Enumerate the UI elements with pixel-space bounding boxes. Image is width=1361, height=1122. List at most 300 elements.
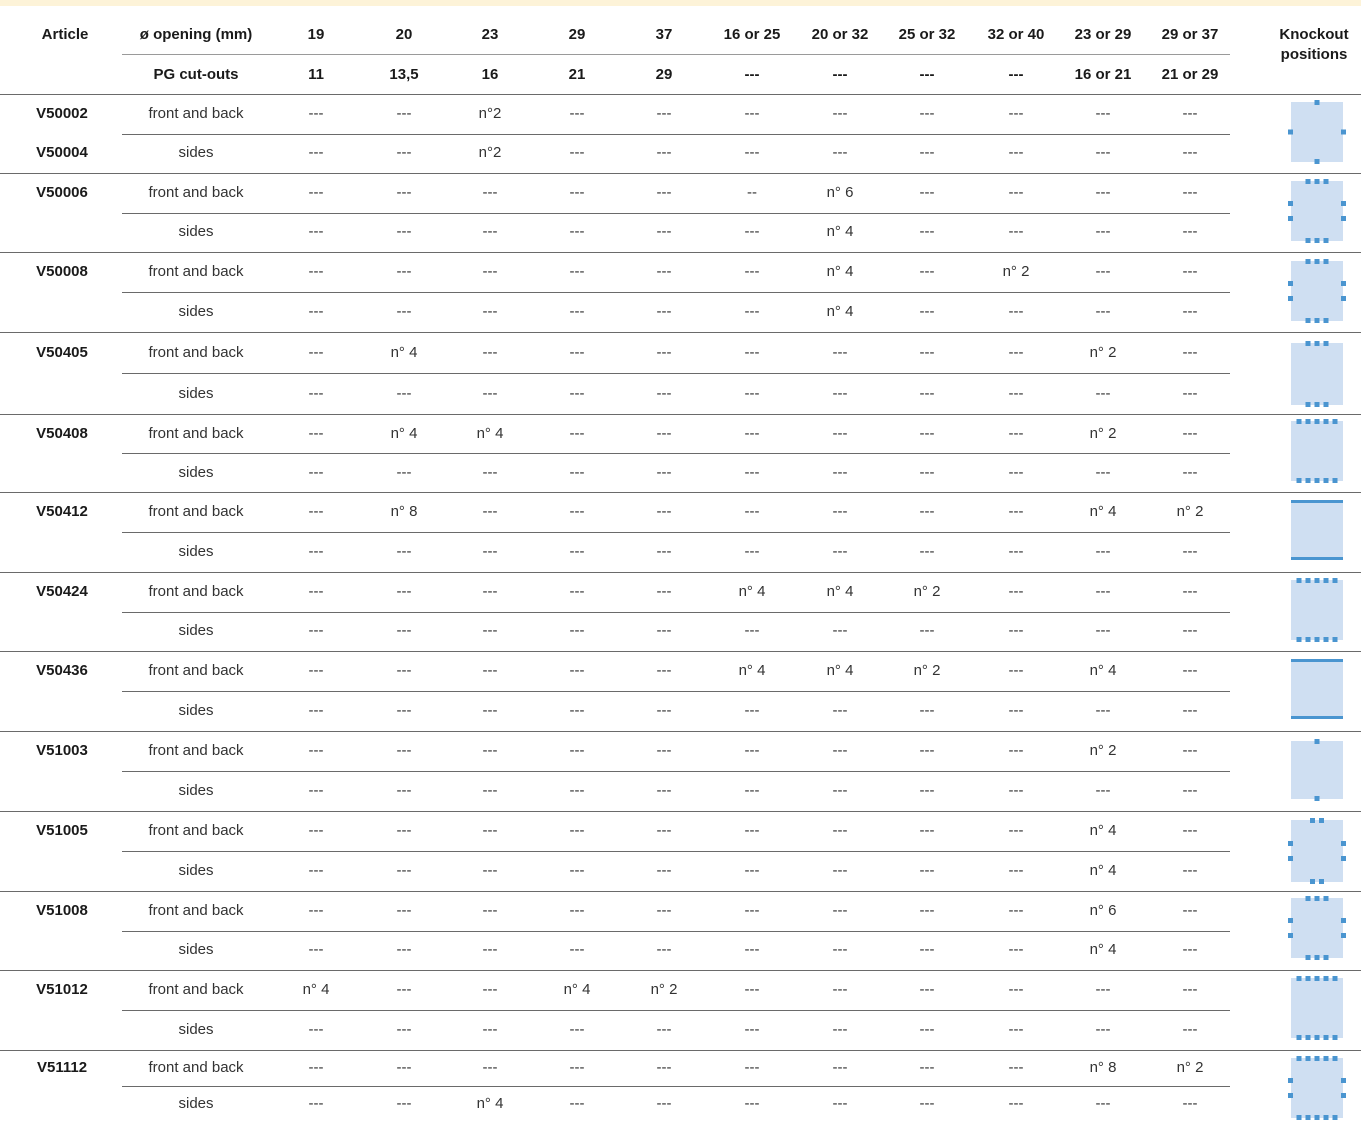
table-cell: ---: [832, 343, 848, 361]
table-cell: ---: [1182, 223, 1198, 241]
table-cell: ---: [308, 1059, 324, 1076]
table-cell: ---: [482, 782, 498, 799]
table-cell: ---: [656, 941, 672, 959]
table-cell: ---: [919, 303, 935, 320]
table-cell: n° 4: [1089, 941, 1117, 959]
header-pg-value: ---: [919, 66, 935, 83]
face-label-sides: sides: [178, 384, 214, 402]
table-cell: ---: [569, 862, 585, 879]
table-cell: n° 4: [390, 424, 418, 442]
table-cell: ---: [308, 862, 324, 879]
box-bar-top-bottom-icon: [1287, 498, 1347, 562]
header-pg-value: 29: [655, 66, 673, 83]
table-cell: ---: [656, 303, 672, 320]
table-cell: ---: [396, 144, 412, 162]
table-cell: ---: [1008, 702, 1024, 719]
article-code: V50002: [36, 104, 88, 122]
table-cell: ---: [919, 384, 935, 402]
face-label-sides: sides: [178, 702, 214, 719]
table-cell: ---: [1182, 343, 1198, 361]
knockout-icon: [1287, 818, 1339, 884]
row-subdivider: [122, 532, 1230, 533]
header-pg-value: 21 or 29: [1161, 66, 1219, 83]
table-cell: ---: [569, 622, 585, 640]
box-single-top-bottom-icon: [1287, 739, 1347, 801]
header-opening-value: 29: [568, 26, 586, 43]
article-code: V51008: [36, 901, 88, 919]
row-divider: [0, 332, 1361, 333]
face-label-front-back: front and back: [148, 104, 244, 122]
table-cell: n° 2: [1176, 503, 1204, 520]
table-cell: ---: [832, 622, 848, 640]
header-pg-value: ---: [1008, 66, 1024, 83]
box-three-top-bottom-plain-icon: [1287, 341, 1347, 407]
table-cell: ---: [1008, 183, 1024, 201]
header-pg-value: 16: [481, 66, 499, 83]
table-cell: ---: [744, 144, 760, 162]
box-five-top-bottom-icon: [1287, 419, 1347, 483]
table-cell: ---: [744, 104, 760, 122]
header-divider: [122, 54, 1230, 55]
header-opening-value: 25 or 32: [898, 26, 956, 43]
table-cell: n° 2: [1089, 742, 1117, 759]
table-cell: ---: [569, 543, 585, 560]
table-cell: ---: [482, 1059, 498, 1076]
row-divider: [0, 891, 1361, 892]
table-cell: ---: [744, 782, 760, 799]
table-cell: n° 8: [390, 503, 418, 520]
table-cell: ---: [396, 463, 412, 481]
box-five-top-bottom-icon: [1287, 976, 1347, 1040]
knockout-icon: [1287, 1056, 1339, 1120]
table-cell: ---: [482, 941, 498, 959]
table-cell: ---: [744, 343, 760, 361]
table-cell: ---: [919, 742, 935, 759]
table-cell: ---: [656, 183, 672, 201]
table-cell: ---: [919, 463, 935, 481]
row-subdivider: [122, 453, 1230, 454]
table-cell: ---: [744, 1059, 760, 1076]
header-pg: PG cut-outs: [153, 66, 239, 83]
table-cell: ---: [1182, 144, 1198, 162]
table-cell: ---: [482, 543, 498, 560]
face-label-sides: sides: [178, 144, 214, 162]
table-cell: ---: [1095, 543, 1111, 560]
table-cell: ---: [744, 1021, 760, 1038]
face-label-sides: sides: [178, 862, 214, 879]
row-divider: [0, 492, 1361, 493]
header-knockout: Knockout: [1279, 26, 1349, 43]
table-cell: ---: [832, 104, 848, 122]
table-cell: n° 2: [1089, 424, 1117, 442]
table-cell: ---: [1095, 183, 1111, 201]
table-cell: ---: [482, 822, 498, 839]
row-divider: [0, 1050, 1361, 1051]
table-cell: ---: [656, 1059, 672, 1076]
table-cell: ---: [1008, 662, 1024, 679]
table-cell: ---: [396, 1059, 412, 1076]
table-cell: ---: [396, 702, 412, 719]
face-label-sides: sides: [178, 1021, 214, 1038]
table-cell: ---: [832, 503, 848, 520]
article-code: V50405: [36, 343, 88, 361]
table-cell: ---: [832, 941, 848, 959]
row-subdivider: [122, 931, 1230, 932]
box-two-top-bottom-sides-icon: [1287, 818, 1347, 884]
table-cell: ---: [308, 822, 324, 839]
table-cell: ---: [656, 742, 672, 759]
table-cell: ---: [482, 183, 498, 201]
table-cell: ---: [656, 582, 672, 600]
table-cell: ---: [396, 901, 412, 919]
article-code: V50008: [36, 263, 88, 280]
table-cell: ---: [308, 384, 324, 402]
table-cell: ---: [1182, 822, 1198, 839]
face-label-front-back: front and back: [148, 263, 244, 280]
table-cell: n° 4: [1089, 862, 1117, 879]
table-cell: ---: [744, 822, 760, 839]
table-cell: ---: [308, 223, 324, 241]
table-cell: ---: [919, 1095, 935, 1112]
table-cell: ---: [744, 384, 760, 402]
table-cell: ---: [1182, 424, 1198, 442]
table-cell: ---: [569, 782, 585, 799]
table-cell: ---: [396, 223, 412, 241]
table-cell: ---: [919, 941, 935, 959]
table-cell: ---: [569, 343, 585, 361]
header-opening-value: 16 or 25: [723, 26, 781, 43]
table-cell: ---: [1008, 463, 1024, 481]
table-cell: ---: [569, 303, 585, 320]
table-cell: ---: [569, 662, 585, 679]
table-cell: ---: [744, 543, 760, 560]
row-subdivider: [122, 213, 1230, 214]
table-cell: ---: [482, 702, 498, 719]
face-label-front-back: front and back: [148, 901, 244, 919]
header-opening-value: 19: [307, 26, 325, 43]
table-cell: ---: [1095, 1021, 1111, 1038]
header-pg-value: ---: [744, 66, 760, 83]
knockout-icon: [1287, 657, 1339, 721]
table-cell: ---: [656, 503, 672, 520]
table-cell: ---: [1095, 384, 1111, 402]
table-cell: ---: [919, 263, 935, 280]
table-cell: ---: [744, 702, 760, 719]
box-single-center-icon: [1287, 100, 1347, 164]
table-cell: ---: [832, 384, 848, 402]
table-cell: ---: [656, 543, 672, 560]
row-subdivider: [122, 1086, 1230, 1087]
box-five-top-bottom-sides-icon: [1287, 1056, 1347, 1120]
row-subdivider: [122, 612, 1230, 613]
table-cell: ---: [569, 183, 585, 201]
table-cell: ---: [396, 303, 412, 320]
header-pg-value: 16 or 21: [1074, 66, 1132, 83]
table-cell: ---: [1095, 263, 1111, 280]
table-cell: ---: [308, 901, 324, 919]
table-cell: ---: [919, 782, 935, 799]
table-cell: n° 2: [913, 662, 941, 679]
knockout-icon: [1287, 259, 1339, 323]
table-cell: ---: [308, 941, 324, 959]
table-cell: ---: [744, 424, 760, 442]
table-cell: ---: [1182, 901, 1198, 919]
table-cell: ---: [744, 303, 760, 320]
row-divider: [0, 94, 1361, 95]
table-cell: ---: [1095, 223, 1111, 241]
header-band: [0, 0, 1361, 6]
face-label-front-back: front and back: [148, 424, 244, 442]
knockout-icon: [1287, 419, 1339, 483]
table-cell: ---: [832, 144, 848, 162]
table-cell: n° 4: [1089, 662, 1117, 679]
row-subdivider: [122, 851, 1230, 852]
face-label-front-back: front and back: [148, 503, 244, 520]
box-five-top-bottom-icon: [1287, 578, 1347, 642]
table-cell: ---: [656, 862, 672, 879]
table-cell: ---: [1008, 582, 1024, 600]
table-cell: ---: [919, 702, 935, 719]
row-divider: [0, 414, 1361, 415]
table-cell: n° 6: [826, 183, 854, 201]
table-cell: ---: [1095, 981, 1111, 998]
table-cell: ---: [308, 1095, 324, 1112]
table-cell: ---: [832, 543, 848, 560]
table-cell: n° 4: [826, 303, 854, 320]
table-cell: ---: [1008, 384, 1024, 402]
table-cell: ---: [832, 901, 848, 919]
face-label-front-back: front and back: [148, 742, 244, 759]
table-cell: ---: [482, 223, 498, 241]
table-cell: ---: [832, 862, 848, 879]
row-subdivider: [122, 134, 1230, 135]
table-cell: ---: [1008, 1095, 1024, 1112]
article-code: V50436: [36, 662, 88, 679]
table-cell: ---: [744, 862, 760, 879]
table-cell: ---: [919, 183, 935, 201]
table-cell: ---: [396, 582, 412, 600]
table-cell: ---: [744, 1095, 760, 1112]
table-cell: ---: [1182, 543, 1198, 560]
face-label-sides: sides: [178, 463, 214, 481]
table-cell: n° 2: [1176, 1059, 1204, 1076]
header-opening-value: 29 or 37: [1161, 26, 1219, 43]
header-pg-value: ---: [832, 66, 848, 83]
table-cell: ---: [308, 424, 324, 442]
header-opening-value: 20: [395, 26, 413, 43]
table-cell: ---: [832, 463, 848, 481]
box-three-top-bottom-icon: [1287, 179, 1347, 243]
table-cell: n° 4: [476, 424, 504, 442]
table-cell: ---: [656, 1095, 672, 1112]
table-cell: ---: [919, 543, 935, 560]
table-cell: n° 6: [1089, 901, 1117, 919]
box-bar-top-bottom-icon: [1287, 657, 1347, 721]
table-cell: ---: [1095, 782, 1111, 799]
table-cell: ---: [1182, 384, 1198, 402]
table-cell: ---: [1095, 463, 1111, 481]
table-cell: ---: [744, 901, 760, 919]
table-cell: ---: [919, 503, 935, 520]
table-cell: ---: [396, 183, 412, 201]
table-cell: ---: [744, 981, 760, 998]
row-subdivider: [122, 691, 1230, 692]
table-cell: ---: [1008, 941, 1024, 959]
table-cell: ---: [308, 503, 324, 520]
face-label-sides: sides: [178, 303, 214, 320]
table-cell: ---: [482, 343, 498, 361]
table-cell: ---: [396, 981, 412, 998]
article-code: V50004: [36, 144, 88, 162]
table-cell: n° 2: [650, 981, 678, 998]
table-cell: ---: [1182, 1021, 1198, 1038]
table-cell: ---: [656, 702, 672, 719]
row-subdivider: [122, 373, 1230, 374]
header-opening-value: 23 or 29: [1074, 26, 1132, 43]
article-code: V51012: [36, 981, 88, 998]
table-cell: ---: [744, 622, 760, 640]
knockout-icon: [1287, 896, 1339, 960]
table-cell: ---: [656, 822, 672, 839]
row-subdivider: [122, 771, 1230, 772]
table-cell: ---: [1008, 981, 1024, 998]
table-cell: ---: [396, 1021, 412, 1038]
table-cell: ---: [569, 104, 585, 122]
table-cell: n° 4: [826, 263, 854, 280]
table-cell: ---: [1008, 1059, 1024, 1076]
table-cell: ---: [308, 543, 324, 560]
table-cell: n° 4: [302, 981, 330, 998]
table-cell: ---: [1008, 343, 1024, 361]
table-cell: ---: [832, 1021, 848, 1038]
box-three-top-bottom-icon: [1287, 259, 1347, 323]
row-divider: [0, 811, 1361, 812]
table-cell: n° 4: [826, 582, 854, 600]
header-pg-value: 21: [568, 66, 586, 83]
table-cell: ---: [482, 263, 498, 280]
row-divider: [0, 252, 1361, 253]
knockout-icon: [1287, 976, 1339, 1040]
table-cell: ---: [396, 622, 412, 640]
row-divider: [0, 970, 1361, 971]
table-cell: n° 4: [476, 1095, 504, 1112]
table-cell: ---: [744, 463, 760, 481]
box-three-top-bottom-sides-icon: [1287, 896, 1347, 960]
table-cell: ---: [1095, 303, 1111, 320]
table-cell: ---: [308, 463, 324, 481]
table-cell: ---: [656, 1021, 672, 1038]
table-cell: ---: [1182, 981, 1198, 998]
table-cell: ---: [1008, 503, 1024, 520]
table-cell: ---: [569, 144, 585, 162]
table-cell: n° 4: [826, 223, 854, 241]
table-cell: ---: [396, 543, 412, 560]
table-cell: ---: [656, 424, 672, 442]
header-pg-value: 11: [308, 66, 324, 83]
face-label-sides: sides: [178, 782, 214, 799]
table-cell: ---: [569, 702, 585, 719]
table-cell: ---: [656, 263, 672, 280]
table-cell: ---: [569, 822, 585, 839]
table-cell: ---: [482, 981, 498, 998]
face-label-front-back: front and back: [148, 981, 244, 998]
table-cell: ---: [1008, 303, 1024, 320]
table-cell: ---: [396, 742, 412, 759]
header-opening: ø opening (mm): [139, 26, 253, 43]
table-cell: ---: [919, 424, 935, 442]
face-label-front-back: front and back: [148, 582, 244, 600]
face-label-front-back: front and back: [148, 183, 244, 201]
table-cell: ---: [656, 662, 672, 679]
header-opening-value: 20 or 32: [811, 26, 869, 43]
table-cell: ---: [656, 144, 672, 162]
table-cell: ---: [308, 1021, 324, 1038]
header-opening-value: 37: [655, 26, 673, 43]
table-cell: n° 2: [1002, 263, 1030, 280]
table-cell: ---: [744, 263, 760, 280]
knockout-icon: [1287, 179, 1339, 243]
table-cell: ---: [1182, 941, 1198, 959]
face-label-front-back: front and back: [148, 1059, 244, 1076]
table-cell: ---: [569, 503, 585, 520]
table-cell: ---: [1008, 742, 1024, 759]
table-cell: ---: [919, 901, 935, 919]
table-cell: ---: [396, 822, 412, 839]
table-cell: ---: [396, 263, 412, 280]
table-cell: n°2: [478, 104, 502, 122]
table-cell: ---: [1182, 702, 1198, 719]
table-cell: ---: [569, 1095, 585, 1112]
table-cell: n° 4: [1089, 503, 1117, 520]
table-cell: ---: [919, 862, 935, 879]
header-article: Article: [41, 26, 89, 43]
table-cell: ---: [832, 822, 848, 839]
table-cell: ---: [744, 503, 760, 520]
table-cell: n° 2: [913, 582, 941, 600]
header-knockout-positions: positions: [1280, 46, 1348, 63]
table-cell: ---: [569, 582, 585, 600]
table-cell: ---: [308, 742, 324, 759]
table-cell: ---: [919, 223, 935, 241]
table-cell: ---: [1182, 662, 1198, 679]
table-cell: n° 8: [1089, 1059, 1117, 1076]
table-cell: ---: [1008, 144, 1024, 162]
table-cell: ---: [482, 1021, 498, 1038]
face-label-sides: sides: [178, 941, 214, 959]
table-header: [0, 14, 1361, 94]
table-cell: ---: [744, 742, 760, 759]
table-cell: ---: [656, 104, 672, 122]
table-cell: ---: [396, 1095, 412, 1112]
table-cell: ---: [308, 622, 324, 640]
header-opening-value: 23: [481, 26, 499, 43]
table-cell: ---: [832, 702, 848, 719]
row-divider: [0, 173, 1361, 174]
table-cell: ---: [744, 223, 760, 241]
table-cell: ---: [1095, 144, 1111, 162]
face-label-front-back: front and back: [148, 343, 244, 361]
row-divider: [0, 731, 1361, 732]
table-cell: ---: [482, 303, 498, 320]
table-cell: ---: [569, 742, 585, 759]
row-divider: [0, 651, 1361, 652]
table-cell: ---: [482, 582, 498, 600]
row-subdivider: [122, 1010, 1230, 1011]
table-cell: ---: [1095, 622, 1111, 640]
table-cell: ---: [308, 144, 324, 162]
face-label-front-back: front and back: [148, 822, 244, 839]
table-cell: ---: [656, 343, 672, 361]
